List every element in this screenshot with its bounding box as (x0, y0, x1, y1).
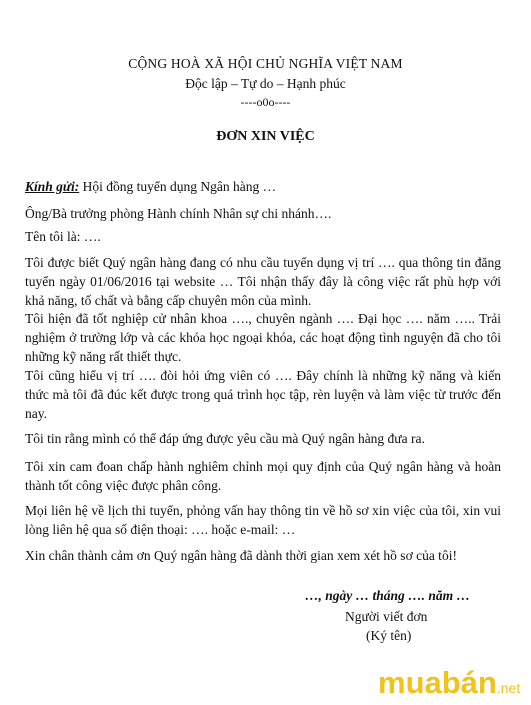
paragraph-7: Xin chân thành cảm ơn Quý ngân hàng đã dành thời gian xem xét hồ sơ của tôi! (25, 548, 457, 563)
place-date: …, ngày … tháng …. năm … (304, 588, 470, 603)
motto: Độc lập – Tự do – Hạnh phúc (185, 76, 346, 91)
name-line: Tên tôi là: …. (25, 229, 101, 244)
header-separator: ----o0o---- (240, 95, 291, 109)
muaban-watermark-logo (378, 666, 531, 700)
paragraph-6: Mọi liên hệ về lịch thi tuyển, phỏng vấn hay thông tin về hồ sơ xin việc của tôi, xin vui lòng liên hệ qua số điện thoại: …. hoặc e-mail: … (25, 503, 501, 537)
letter-title: ĐƠN XIN VIỆC (216, 129, 315, 144)
paragraph-4: Tôi tin rằng mình có thể đáp ứng được yêu cầu mà Quý ngân hàng đưa ra. (25, 431, 425, 446)
recipient-text: Hội đồng tuyển dụng Ngân hàng … (79, 179, 277, 194)
paragraph-2: Tôi hiện đã tốt nghiệp cử nhân khoa …., chuyên ngành …. Đại học …. năm ….. Trải nghiệm ở trường lớp và các khóa học ngoại khóa, các hoạt động tình nguyện đã cho tôi những kỹ năng rất thiết thực. (25, 311, 501, 364)
signer-label: Người viết đơn (345, 609, 428, 624)
recipient-label: Kính gửi: (25, 179, 80, 194)
signature-note: (Ký tên) (366, 628, 412, 643)
republic-header: CỘNG HOÀ XÃ HỘI CHỦ NGHĨA VIỆT NAM (128, 56, 403, 71)
recipient-line-2: Ông/Bà trưởng phòng Hành chính Nhân sự chi nhánh…. (25, 206, 332, 221)
logo-suffix: .net (496, 680, 521, 696)
paragraph-3: Tôi cũng hiểu vị trí …. đòi hỏi ứng viên có …. Đây chính là những kỹ năng và kiến thức mà tôi đã đúc kết được trong quá trình học tập, rèn luyện và làm việc từ trước đến nay. (25, 368, 501, 421)
recipient-line (25, 177, 501, 196)
paragraph-1: Tôi được biết Quý ngân hàng đang có nhu cầu tuyển dụng vị trí …. qua thông tin đăng tuyển ngày 01/06/2016 tại website … Tôi nhận thấy đây là công việc rất phù hợp với khả năng, tố chất và bằng cấp chuyên môn của mình. (25, 255, 501, 308)
logo-brand: muabán (378, 665, 497, 700)
paragraph-5: Tôi xin cam đoan chấp hành nghiêm chỉnh mọi quy định của Quý ngân hàng và hoàn thành tốt công việc được phân công. (25, 459, 501, 493)
